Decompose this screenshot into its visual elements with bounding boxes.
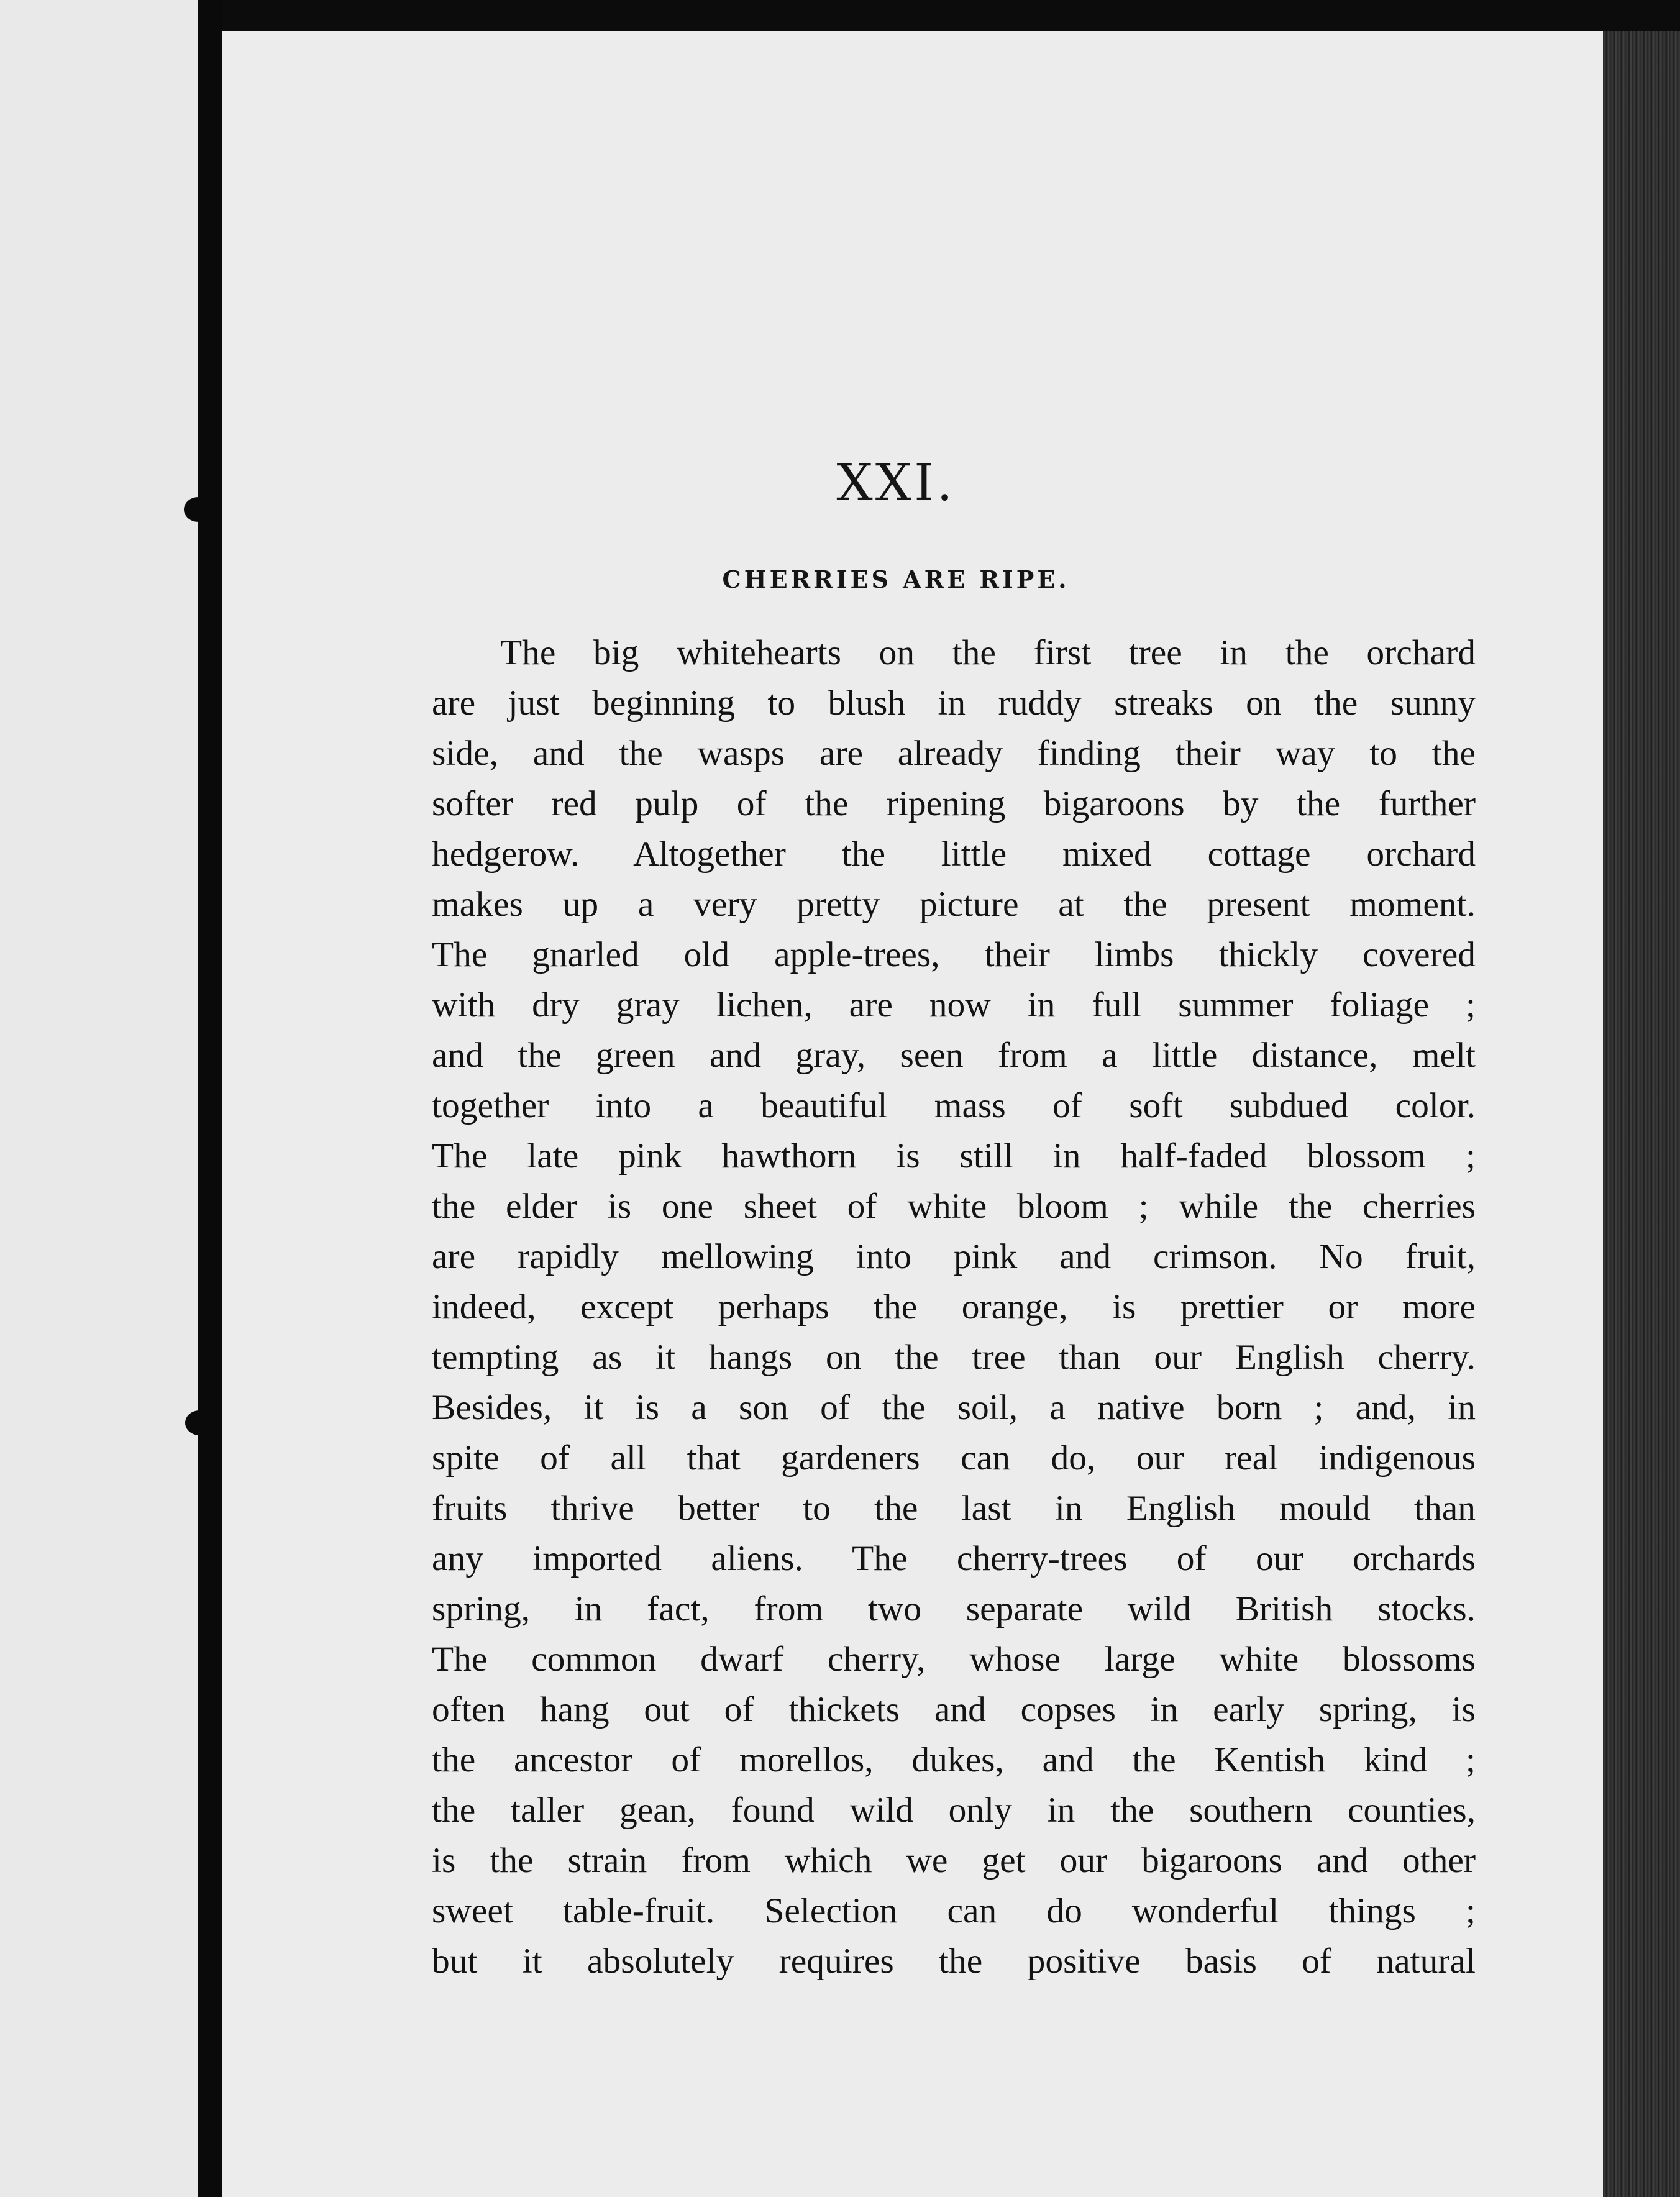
text-line: spite of all that gardeners can do, our real indigenous <box>432 1438 1476 1478</box>
text-line: makes up a very pretty picture at the present moment. <box>432 885 1476 924</box>
text-line: tempting as it hangs on the tree than our English cherry. <box>432 1338 1476 1377</box>
text-line: are rapidly mellowing into pink and crimson. No fruit, <box>432 1237 1476 1276</box>
text-line: is the strain from which we get our bigaroons and other <box>432 1841 1476 1880</box>
text-line: spring, in fact, from two separate wild British stocks. <box>432 1589 1476 1628</box>
text-line: hedgerow. Altogether the little mixed cottage orchard <box>432 834 1476 874</box>
text-line: The gnarled old apple-trees, their limbs thickly covered <box>432 935 1476 974</box>
text-line: but it absolutely requires the positive basis of natural <box>432 1942 1476 1981</box>
text-line: and the green and gray, seen from a little distance, melt <box>432 1036 1476 1075</box>
text-line: often hang out of thickets and copses in early spring, is <box>432 1690 1476 1729</box>
text-line: the elder is one sheet of white bloom ; while the cherries <box>432 1187 1476 1226</box>
text-line: the taller gean, found wild only in the southern counties, <box>432 1791 1476 1830</box>
text-line: The big whitehearts on the first tree in the orchard <box>500 633 1476 672</box>
binding-stitch-bottom <box>185 1410 214 1435</box>
text-line: with dry gray lichen, are now in full summer foliage ; <box>432 985 1476 1025</box>
text-line: side, and the wasps are already finding their way to the <box>432 734 1476 773</box>
text-line: The late pink hawthorn is still in half-faded blossom ; <box>432 1136 1476 1176</box>
text-line: are just beginning to blush in ruddy streaks on the sunny <box>432 683 1476 723</box>
text-line: the ancestor of morellos, dukes, and the Kentish kind ; <box>432 1740 1476 1779</box>
body-text <box>432 628 1476 1986</box>
book-gutter <box>198 0 222 2197</box>
text-line: fruits thrive better to the last in English mould than <box>432 1489 1476 1528</box>
text-line: sweet table-fruit. Selection can do wonderful things ; <box>432 1891 1476 1930</box>
text-line: softer red pulp of the ripening bigaroons by the further <box>432 784 1476 823</box>
text-line: Besides, it is a son of the soil, a native born ; and, in <box>432 1388 1476 1427</box>
chapter-number: XXI. <box>836 454 956 513</box>
chapter-title: CHERRIES ARE RIPE. <box>722 565 1070 593</box>
text-line: The common dwarf cherry, whose large white blossoms <box>432 1640 1476 1679</box>
text-line: any imported aliens. The cherry-trees of our orchards <box>432 1539 1476 1578</box>
left-page-margin <box>0 0 198 2197</box>
text-line: indeed, except perhaps the orange, is prettier or more <box>432 1287 1476 1327</box>
text-line: together into a beautiful mass of soft subdued color. <box>432 1086 1476 1125</box>
page-edges <box>1603 31 1680 2197</box>
